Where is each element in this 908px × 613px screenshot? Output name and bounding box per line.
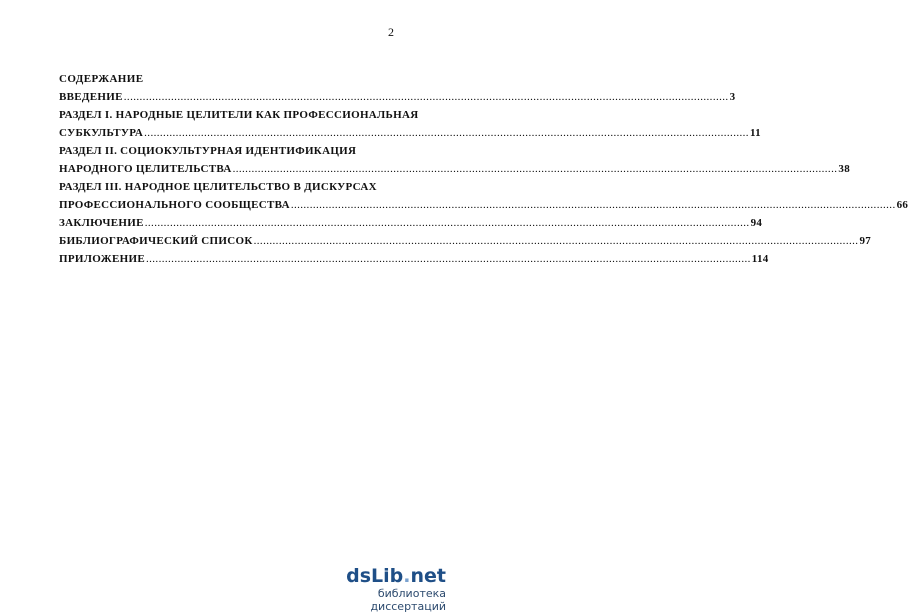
dslib-subtitle: библиотека диссертаций [370, 587, 446, 613]
toc-entry-page: 11 [749, 127, 761, 139]
toc-entry-title: БИБЛИОГРАФИЧЕСКИЙ СПИСОК [59, 235, 253, 247]
toc-entry-conclusion[interactable] [59, 214, 763, 232]
toc-entry-title: ЗАКЛЮЧЕНИЕ [59, 217, 144, 229]
toc-entry-page: 66 [896, 199, 908, 211]
toc-entry-page: 97 [859, 235, 872, 247]
toc-leader-dots: ................................................................................................................................................................................................ [123, 91, 729, 103]
toc-entry-section-3[interactable] [59, 178, 908, 214]
toc-entry-section-1[interactable] [59, 106, 761, 142]
toc-entry-introduction[interactable] [59, 88, 736, 106]
toc-entry-title: ПРИЛОЖЕНИЕ [59, 253, 145, 265]
toc-entry-title-line: РАЗДЕЛ I. НАРОДНЫЕ ЦЕЛИТЕЛИ КАК ПРОФЕССИОНАЛЬНАЯ [59, 109, 419, 121]
toc-entry-title-line: РАЗДЕЛ III. НАРОДНОЕ ЦЕЛИТЕЛЬСТВО В ДИСКУРСАХ [59, 181, 377, 193]
toc-leader-dots: ................................................................................................................................................................................................ [144, 217, 750, 229]
toc-heading: СОДЕРЖАНИЕ [59, 73, 144, 85]
toc-entry-title: ВВЕДЕНИЕ [59, 91, 123, 103]
toc-leader-dots: ................................................................................................................................................................................................ [232, 163, 838, 175]
table-of-contents [59, 70, 908, 268]
toc-entry-title-line: РАЗДЕЛ II. СОЦИОКУЛЬТУРНАЯ ИДЕНТИФИКАЦИЯ [59, 145, 357, 157]
toc-entry-section-2[interactable] [59, 142, 850, 178]
toc-entry-title: ПРОФЕССИОНАЛЬНОГО СООБЩЕСТВА [59, 199, 290, 211]
toc-leader-dots: ................................................................................................................................................................................................ [145, 253, 751, 265]
toc-entry-bibliography[interactable] [59, 232, 872, 250]
page-number: 2 [388, 25, 394, 39]
toc-entry-title: СУБКУЛЬТУРА [59, 127, 144, 139]
toc-entry-page: 3 [729, 91, 736, 103]
toc-leader-dots: ................................................................................................................................................................................................ [253, 235, 859, 247]
dslib-logo: dsLib.net [346, 565, 446, 587]
toc-entry-page: 94 [750, 217, 763, 229]
toc-entry-page: 114 [751, 253, 769, 265]
toc-leader-dots: ................................................................................................................................................................................................ [290, 199, 896, 211]
toc-entry-page: 38 [838, 163, 850, 175]
toc-leader-dots: ................................................................................................................................................................................................ [144, 127, 749, 139]
toc-entry-appendix[interactable] [59, 250, 769, 268]
dslib-watermark[interactable] [306, 565, 446, 613]
toc-entry-title: НАРОДНОГО ЦЕЛИТЕЛЬСТВА [59, 163, 232, 175]
